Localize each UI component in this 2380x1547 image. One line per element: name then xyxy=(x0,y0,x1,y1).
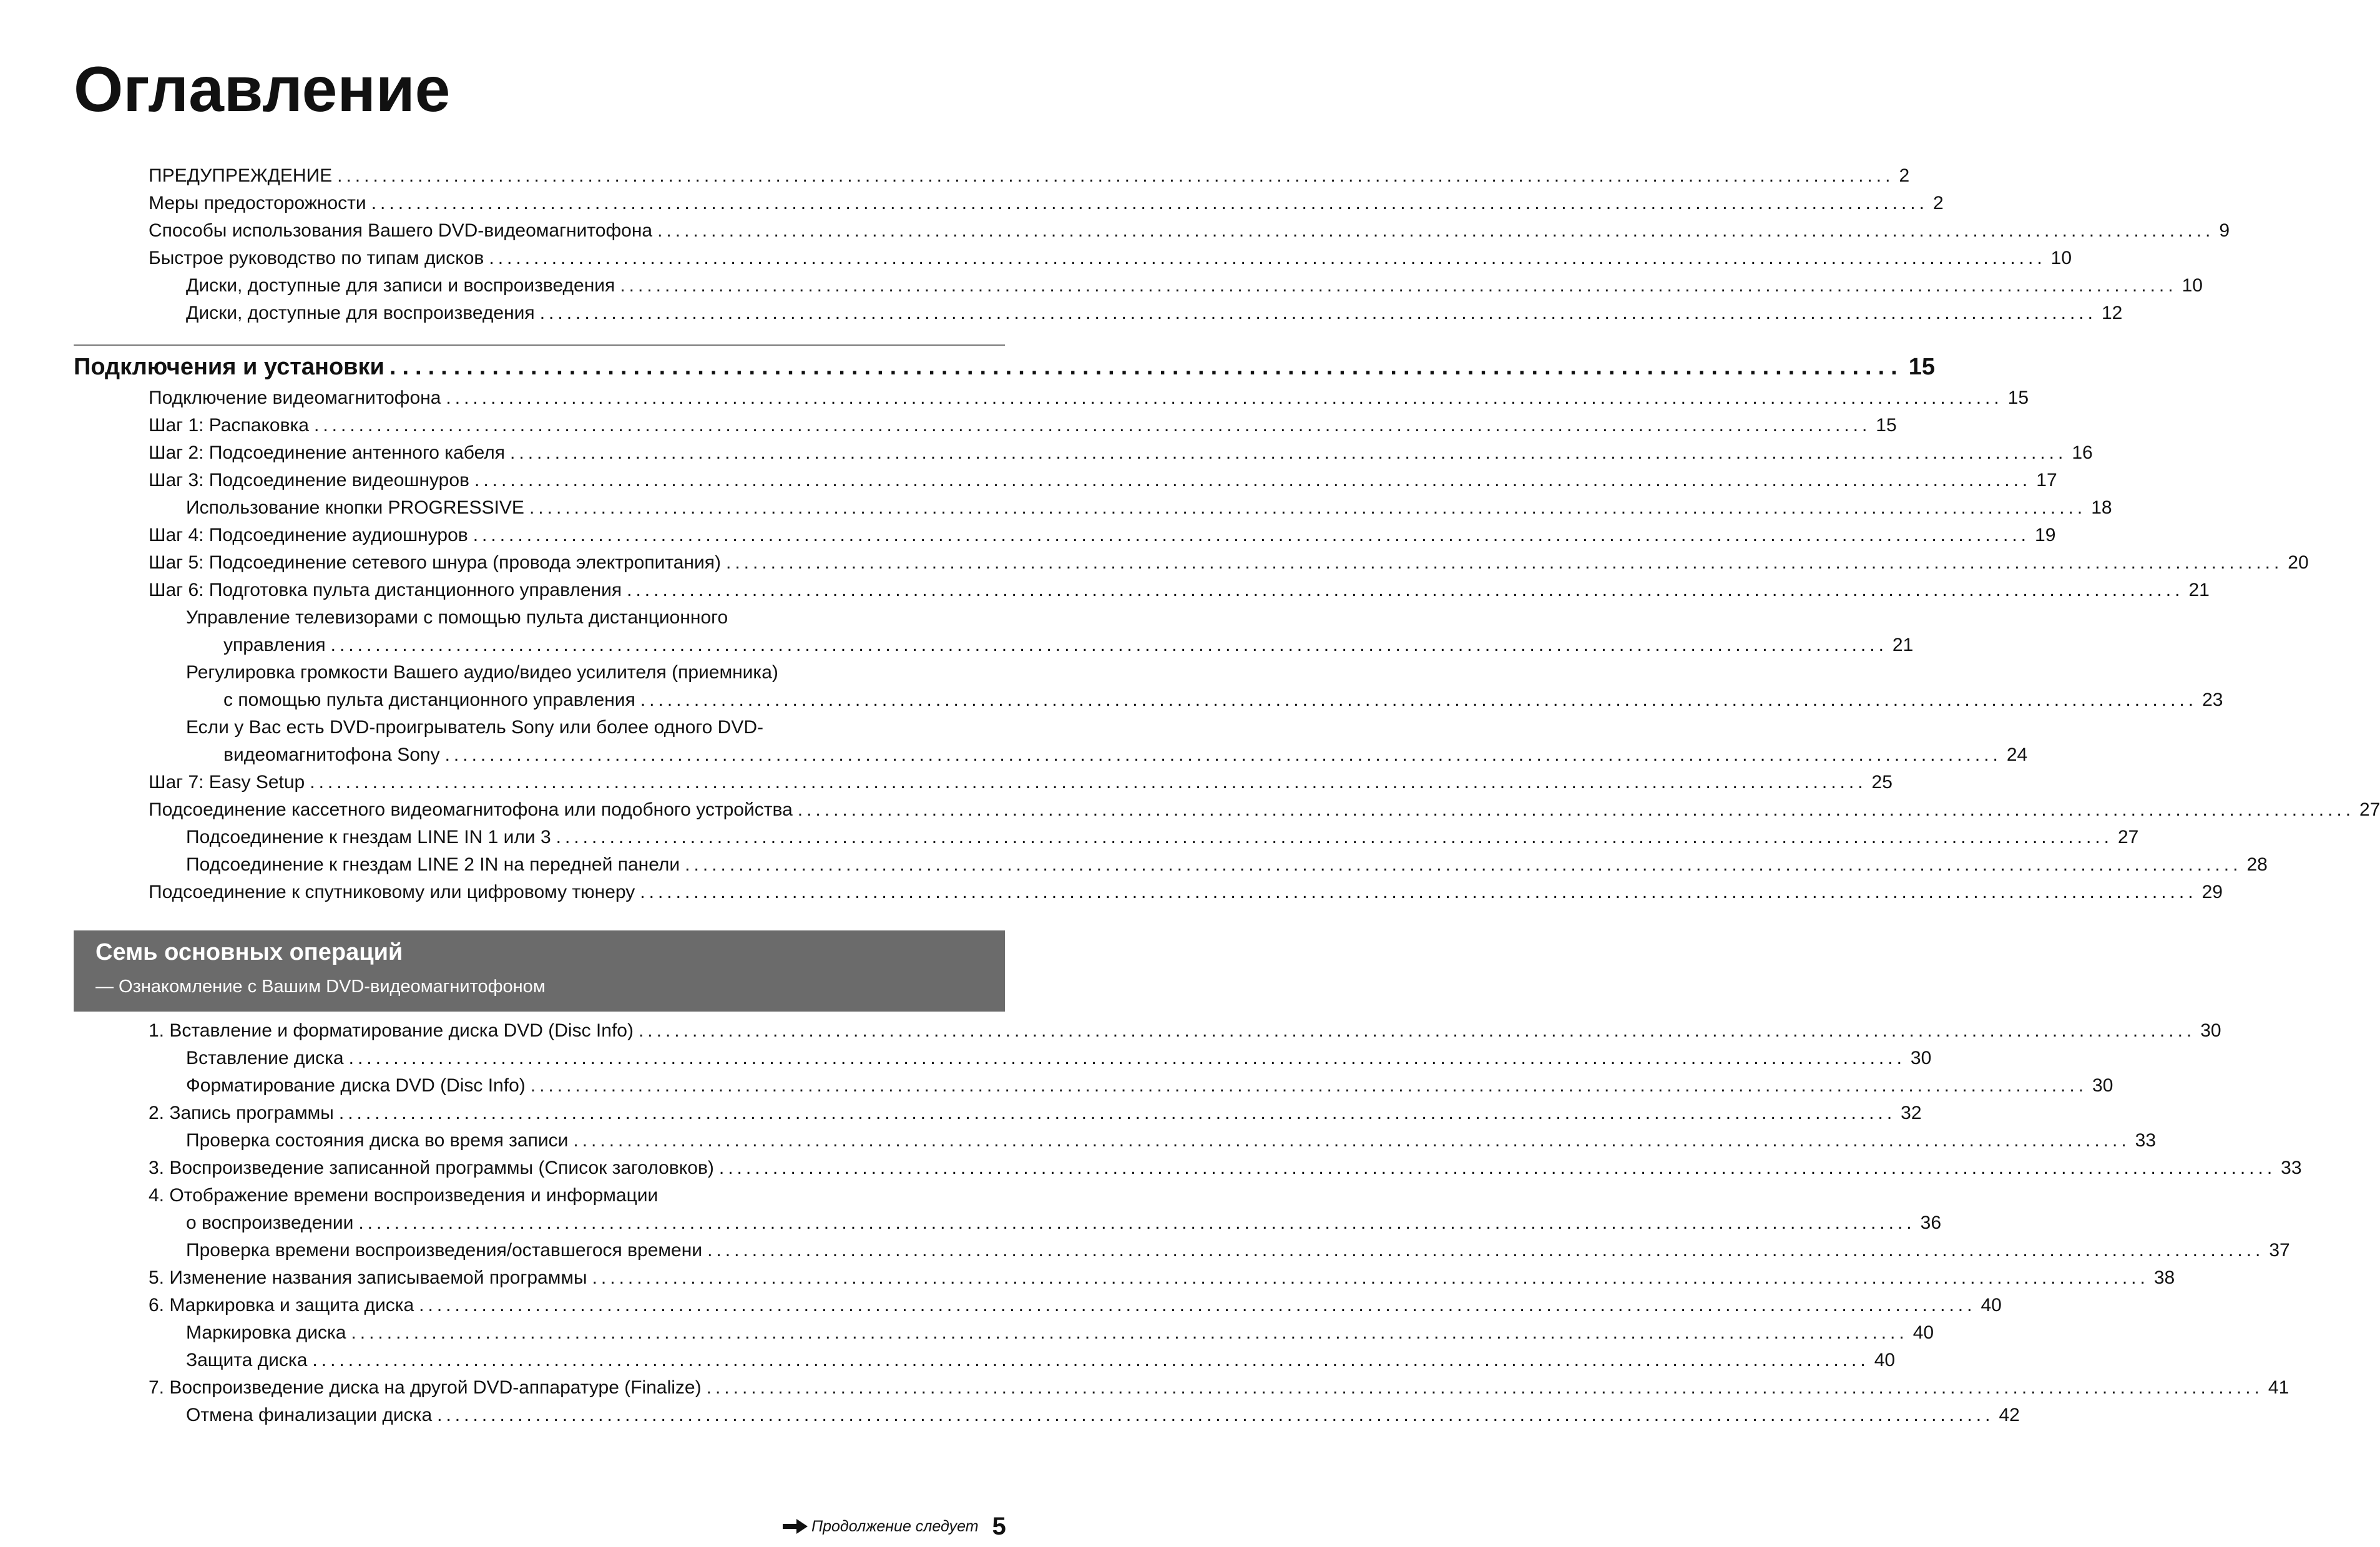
toc-entry-page: 10 xyxy=(2182,275,2203,296)
toc-entry[interactable] xyxy=(149,1100,1922,1127)
toc-subentry[interactable] xyxy=(186,1237,2290,1264)
toc-subentry-line1 xyxy=(186,714,1005,741)
leader-dots: .............................................................................................................................................................................. xyxy=(473,525,2030,545)
toc-subentry[interactable] xyxy=(186,272,2203,300)
leader-dots: ...................................................................................................................... xyxy=(389,353,1904,380)
toc-entry-text: Вставление диска xyxy=(186,1048,344,1068)
toc-entry-text: 7. Воспроизведение диска на другой DVD-аппаратуре (Finalize) xyxy=(149,1377,702,1398)
toc-entry[interactable] xyxy=(149,769,1893,796)
toc-entry-text: Использование кнопки PROGRESSIVE xyxy=(186,497,524,518)
toc-entry-text: видеомагнитофона Sony xyxy=(223,744,440,765)
toc-entry-page: 2 xyxy=(1899,165,1910,186)
toc-entry[interactable] xyxy=(149,522,2056,549)
leader-dots: .............................................................................................................................................................................. xyxy=(474,470,2032,490)
toc-entry-text: Способы использования Вашего DVD-видеомагнитофона xyxy=(149,220,653,241)
toc-entry-page: 38 xyxy=(2153,1267,2175,1288)
leader-dots: .............................................................................................................................................................................. xyxy=(330,635,1888,655)
leader-dots: .............................................................................................................................................................................. xyxy=(726,552,2283,573)
toc-entry-text: Шаг 7: Easy Setup xyxy=(149,772,305,793)
toc-entry-page: 9 xyxy=(2219,220,2230,241)
section-divider xyxy=(74,344,1005,346)
leader-dots: .............................................................................................................................................................................. xyxy=(312,1350,1869,1370)
toc-entry-page: 42 xyxy=(1999,1405,2020,1425)
toc-entry-text: о воспроизведении xyxy=(186,1213,354,1233)
toc-entry[interactable] xyxy=(149,1017,2221,1045)
toc-entry-text: Подключение видеомагнитофона xyxy=(149,388,441,408)
toc-entry-text: 2. Запись программы xyxy=(149,1103,334,1123)
page-footer xyxy=(781,1508,1006,1545)
toc-entry-page: 2 xyxy=(1932,193,1944,213)
toc-entry-page: 23 xyxy=(2202,690,2223,710)
leader-dots: .............................................................................................................................................................................. xyxy=(638,1020,2196,1041)
leader-dots: .............................................................................................................................................................................. xyxy=(310,772,1867,793)
toc-entry-page: 19 xyxy=(2035,525,2056,545)
toc-entry-page: 10 xyxy=(2050,248,2072,268)
section-banner-seven-operations[interactable] xyxy=(74,930,1005,1012)
toc-entry-page: 24 xyxy=(2006,744,2028,765)
toc-entry-text: Шаг 1: Распаковка xyxy=(149,415,309,436)
toc-entry-text: Форматирование диска DVD (Disc Info) xyxy=(186,1075,526,1096)
toc-entry-page: 21 xyxy=(2188,580,2210,600)
leader-dots: .............................................................................................................................................................................. xyxy=(620,275,2177,296)
toc-subentry[interactable] xyxy=(186,1347,1896,1374)
toc-entry-page: 33 xyxy=(2281,1158,2302,1178)
leader-dots: .............................................................................................................................................................................. xyxy=(371,193,1928,213)
toc-subentry[interactable] xyxy=(186,1319,1934,1347)
toc-entry[interactable] xyxy=(149,217,2230,245)
toc-entry-page: 32 xyxy=(1901,1103,1922,1123)
toc-entry-text: Шаг 3: Подсоединение видеошнуров xyxy=(149,470,469,490)
toc-entry[interactable] xyxy=(149,879,2223,906)
toc-subentry[interactable] xyxy=(223,632,1914,659)
toc-subentry[interactable] xyxy=(186,1045,1932,1072)
toc-entry-text: Маркировка диска xyxy=(186,1322,346,1343)
leader-dots: .............................................................................................................................................................................. xyxy=(444,744,2002,765)
toc-entry-text: 1. Вставление и форматирование диска DVD (Disc Info) xyxy=(149,1020,634,1041)
toc-entry[interactable] xyxy=(149,162,1910,190)
toc-entry-text: управления xyxy=(223,635,326,655)
toc-entry-page: 25 xyxy=(1871,772,1893,793)
toc-entry-text: Подсоединение кассетного видеомагнитофона или подобного устройства xyxy=(149,799,793,820)
leader-dots: .............................................................................................................................................................................. xyxy=(640,882,2197,902)
toc-entry[interactable] xyxy=(149,796,2380,824)
toc-entry-text: Если у Вас есть DVD-проигрыватель Sony или более одного DVD- xyxy=(186,717,764,738)
toc-entry-line1 xyxy=(149,1182,1005,1209)
toc-entry-text: Диски, доступные для воспроизведения xyxy=(186,303,535,323)
toc-subentry[interactable] xyxy=(223,741,2028,769)
toc-entry[interactable] xyxy=(149,467,2057,494)
toc-entry-text: Шаг 6: Подготовка пульта дистанционного управления xyxy=(149,580,622,600)
leader-dots: .............................................................................................................................................................................. xyxy=(592,1267,2149,1288)
toc-subentry[interactable] xyxy=(186,1402,2020,1429)
toc-entry-text: Регулировка громкости Вашего аудио/видео усилителя (приемника) xyxy=(186,662,778,683)
toc-entry-text: Шаг 2: Подсоединение антенного кабеля xyxy=(149,442,506,463)
toc-entry-text: Проверка времени воспроизведения/оставшегося времени xyxy=(186,1240,703,1261)
toc-entry-page: 37 xyxy=(2269,1240,2290,1261)
toc-subentry[interactable] xyxy=(186,1209,1942,1237)
banner-title: Семь основных операций xyxy=(95,939,403,965)
leader-dots: .............................................................................................................................................................................. xyxy=(573,1130,2130,1151)
toc-entry[interactable] xyxy=(149,245,2072,272)
page-number: 5 xyxy=(992,1512,1006,1540)
toc-entry-page: 18 xyxy=(2091,497,2112,518)
toc-entry-page: 30 xyxy=(1910,1048,1932,1068)
page-title: Оглавление xyxy=(74,54,451,125)
leader-dots: .............................................................................................................................................................................. xyxy=(338,1103,1896,1123)
toc-entry[interactable] xyxy=(149,439,2093,467)
toc-entry[interactable] xyxy=(149,1264,2175,1292)
leader-dots: .............................................................................................................................................................................. xyxy=(437,1405,1994,1425)
leader-dots: .............................................................................................................................................................................. xyxy=(627,580,2184,600)
toc-entry-text: с помощью пульта дистанционного управления xyxy=(223,690,635,710)
leader-dots: .............................................................................................................................................................................. xyxy=(530,1075,2088,1096)
toc-entry-text: Шаг 4: Подсоединение аудиошнуров xyxy=(149,525,468,545)
toc-entry-page: 15 xyxy=(2007,388,2029,408)
toc-subentry-line1 xyxy=(186,659,1005,686)
leader-dots: .............................................................................................................................................................................. xyxy=(685,854,2242,875)
toc-entry-page: 30 xyxy=(2200,1020,2221,1041)
toc-entry[interactable] xyxy=(149,549,2309,577)
toc-entry-text: 3. Воспроизведение записанной программы (Список заголовков) xyxy=(149,1158,714,1178)
toc-subentry[interactable] xyxy=(186,1127,2157,1154)
toc-entry[interactable] xyxy=(149,577,2210,604)
toc-entry-page: 40 xyxy=(1981,1295,2002,1315)
toc-entry[interactable] xyxy=(149,1154,2302,1182)
arrow-right-icon xyxy=(781,1518,809,1535)
toc-entry-text: ПРЕДУПРЕЖДЕНИЕ xyxy=(149,165,333,186)
toc-entry-page: 40 xyxy=(1912,1322,1934,1343)
toc-entry-text: 5. Изменение названия записываемой программы xyxy=(149,1267,587,1288)
toc-entry-text: Подсоединение к гнездам LINE 2 IN на передней панели xyxy=(186,854,680,875)
toc-entry-text: Шаг 5: Подсоединение сетевого шнура (провода электропитания) xyxy=(149,552,721,573)
section-title: Подключения и установки xyxy=(74,353,384,380)
leader-dots: .............................................................................................................................................................................. xyxy=(314,415,1871,436)
toc-entry[interactable] xyxy=(149,1374,2289,1402)
toc-subentry[interactable] xyxy=(186,824,2139,851)
toc-subentry-line1 xyxy=(186,604,1005,632)
toc-entry-text: 4. Отображение времени воспроизведения и информации xyxy=(149,1185,659,1206)
leader-dots: .............................................................................................................................................................................. xyxy=(446,388,2003,408)
toc-entry-page: 15 xyxy=(1876,415,1897,436)
leader-dots: .............................................................................................................................................................................. xyxy=(510,442,2067,463)
toc-entry-text: Отмена финализации диска xyxy=(186,1405,433,1425)
toc-entry-text: Диски, доступные для записи и воспроизведения xyxy=(186,275,615,296)
leader-dots: .............................................................................................................................................................................. xyxy=(797,799,2355,820)
toc-subentry[interactable] xyxy=(223,686,2223,714)
toc-entry[interactable] xyxy=(149,412,1897,439)
leader-dots: .............................................................................................................................................................................. xyxy=(556,827,2113,847)
leader-dots: .............................................................................................................................................................................. xyxy=(529,497,2087,518)
leader-dots: .............................................................................................................................................................................. xyxy=(419,1295,1976,1315)
leader-dots: .............................................................................................................................................................................. xyxy=(707,1240,2265,1261)
toc-entry-text: Подсоединение к спутниковому или цифровому тюнеру xyxy=(149,882,635,902)
toc-entry-page: 17 xyxy=(2036,470,2057,490)
toc-entry-text: Управление телевизорами с помощью пульта дистанционного xyxy=(186,607,728,628)
leader-dots: .............................................................................................................................................................................. xyxy=(718,1158,2276,1178)
toc-entry-page: 28 xyxy=(2246,854,2268,875)
toc-entry-text: Проверка состояния диска во время записи xyxy=(186,1130,569,1151)
toc-entry-text: Защита диска xyxy=(186,1350,308,1370)
continued-label: Продолжение следует xyxy=(811,1517,979,1535)
toc-entry[interactable] xyxy=(149,1292,2002,1319)
section-page: 15 xyxy=(1908,353,1935,380)
toc-entry-text: Меры предосторожности xyxy=(149,193,366,213)
toc-entry[interactable] xyxy=(149,384,2029,412)
toc-entry-text: Подсоединение к гнездам LINE IN 1 или 3 xyxy=(186,827,551,847)
toc-entry-page: 30 xyxy=(2092,1075,2113,1096)
leader-dots: .............................................................................................................................................................................. xyxy=(706,1377,2263,1398)
toc-entry-page: 33 xyxy=(2135,1130,2157,1151)
leader-dots: .............................................................................................................................................................................. xyxy=(640,690,2198,710)
toc-entry-page: 27 xyxy=(2117,827,2139,847)
toc-subentry[interactable] xyxy=(186,494,2112,522)
toc-entry-page: 12 xyxy=(2101,303,2123,323)
leader-dots: .............................................................................................................................................................................. xyxy=(358,1213,1916,1233)
leader-dots: .............................................................................................................................................................................. xyxy=(539,303,2097,323)
leader-dots: .............................................................................................................................................................................. xyxy=(337,165,1894,186)
toc-entry-page: 20 xyxy=(2288,552,2309,573)
toc-entry-page: 21 xyxy=(1892,635,1914,655)
leader-dots: .............................................................................................................................................................................. xyxy=(351,1322,1908,1343)
toc-entry-page: 27 xyxy=(2359,799,2380,820)
toc-entry-page: 36 xyxy=(1920,1213,1942,1233)
toc-entry-text: Быстрое руководство по типам дисков xyxy=(149,248,484,268)
toc-entry-page: 40 xyxy=(1874,1350,1896,1370)
toc-subentry[interactable] xyxy=(186,1072,2113,1100)
leader-dots: .............................................................................................................................................................................. xyxy=(348,1048,1906,1068)
toc-entry-page: 29 xyxy=(2201,882,2223,902)
toc-entry-text: 6. Маркировка и защита диска xyxy=(149,1295,414,1315)
toc-subentry[interactable] xyxy=(186,300,2123,327)
leader-dots: .............................................................................................................................................................................. xyxy=(489,248,2046,268)
toc-entry-page: 16 xyxy=(2072,442,2093,463)
toc-entry[interactable] xyxy=(149,190,1944,217)
leader-dots: .............................................................................................................................................................................. xyxy=(657,220,2215,241)
toc-subentry[interactable] xyxy=(186,851,2268,879)
banner-subtitle: — Ознакомление с Вашим DVD-видеомагнитофоном xyxy=(95,977,546,997)
section-heading-connections[interactable] xyxy=(74,349,1935,384)
toc-entry-page: 41 xyxy=(2268,1377,2289,1398)
